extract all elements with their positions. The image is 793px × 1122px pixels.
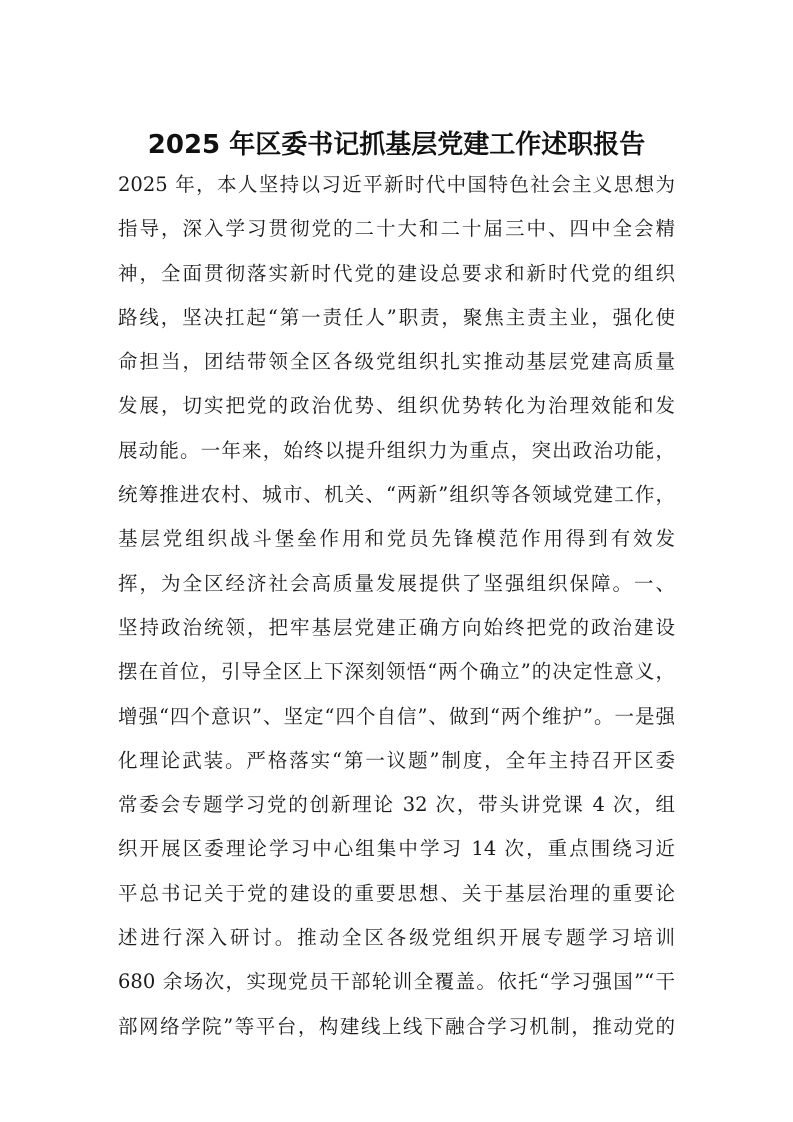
body-line: 680 余场次，实现党员干部轮训全覆盖。依托“学习强国”“干 [118,970,675,994]
body-line: 2025 年，本人坚持以习近平新时代中国特色社会主义思想为 [118,173,675,196]
body-line: 挥，为全区经济社会高质量发展提供了坚强组织保障。一、 [118,571,675,595]
body-line: 述进行深入研讨。推动全区各级党组织开展专题学习培训 [118,926,675,950]
body-line: 路线，坚决扛起“第一责任人”职责，聚焦主责主业，强化使 [118,305,675,329]
body-line: 指导，深入学习贯彻党的二十大和二十届三中、四中全会精 [118,217,675,241]
body-line: 织开展区委理论学习中心组集中学习 14 次，重点围绕习近 [118,837,675,861]
body-line: 化理论武装。严格落实“第一议题”制度，全年主持召开区委 [118,748,675,772]
body-line: 增强“四个意识”、坚定“四个自信”、做到“两个维护”。一是强 [118,704,675,728]
body-line: 命担当，团结带领全区各级党组织扎实推动基层党建高质量 [118,350,675,374]
body-line: 部网络学院”等平台，构建线上线下融合学习机制，推动党的 [118,1014,675,1038]
body-line: 常委会专题学习党的创新理论 32 次，带头讲党课 4 次，组 [118,793,675,817]
document-body [118,163,675,1049]
body-line: 坚持政治统领，把牢基层党建正确方向始终把党的政治建设 [118,615,675,639]
document-title: 2025 年区委书记抓基层党建工作述职报告 [147,130,646,160]
body-line: 神，全面贯彻落实新时代党的建设总要求和新时代党的组织 [118,261,675,285]
body-line: 摆在首位，引导全区上下深刻领悟“两个确立”的决定性意义， [118,660,675,684]
body-line: 发展，切实把党的政治优势、组织优势转化为治理效能和发 [118,394,675,418]
body-line: 展动能。一年来，始终以提升组织力为重点，突出政治功能， [118,438,675,462]
body-line: 平总书记关于党的建设的重要思想、关于基层治理的重要论 [118,881,675,905]
body-line: 统筹推进农村、城市、机关、“两新”组织等各领域党建工作， [118,483,675,507]
body-line: 基层党组织战斗堡垒作用和党员先锋模范作用得到有效发 [118,527,675,551]
